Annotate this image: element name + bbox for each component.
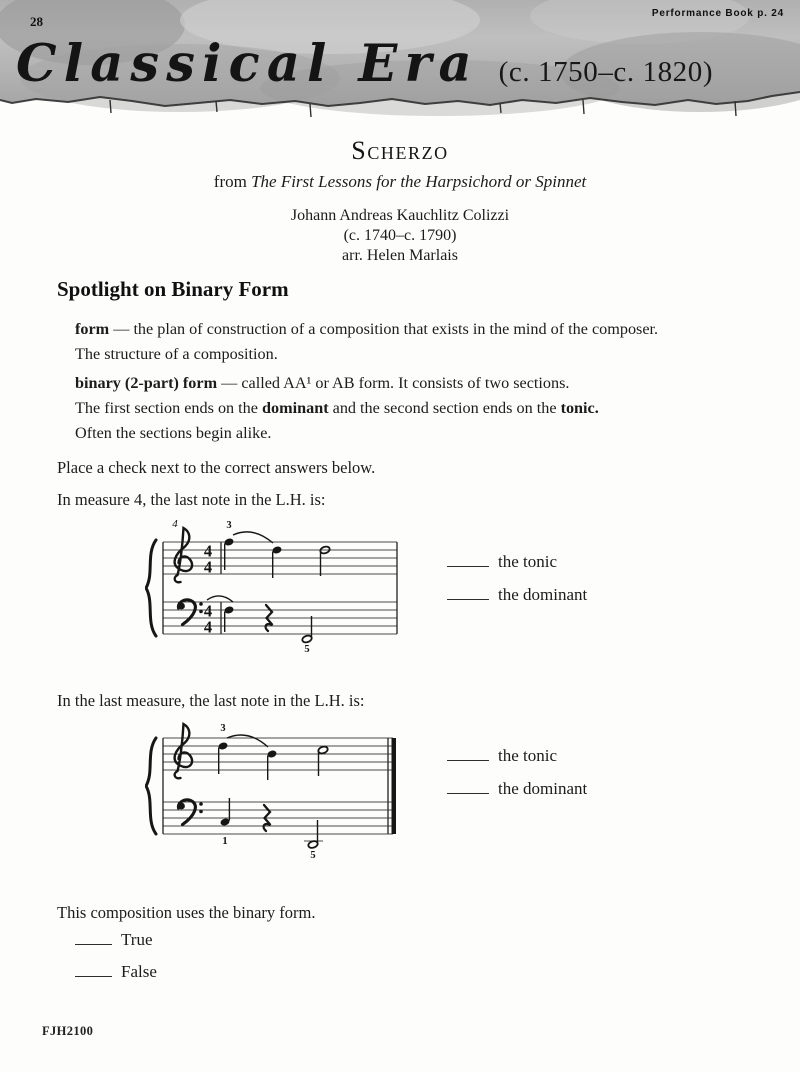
title-block [0, 136, 800, 266]
binary-definition-text: — called AA¹ or AB form. It consists of two sections. [217, 374, 570, 392]
time-signature-top: 4 [203, 541, 213, 561]
music-excerpt-1 [145, 512, 587, 654]
question1-prompt: In measure 4, the last note in the L.H. is: [57, 490, 326, 509]
form-definition-text: — the plan of construction of a composition that exists in the mind of the composer. [109, 320, 659, 338]
treble-staff [163, 738, 393, 770]
brace-icon [146, 540, 156, 636]
lh-quarter-note [224, 605, 235, 632]
question2-prompt: In the last measure, the last note in the L.H. is: [57, 691, 365, 710]
catalog-number: FJH2100 [42, 1024, 94, 1038]
form-definition [75, 317, 745, 367]
answer-label: the tonic [498, 746, 558, 765]
rh-quarter-note-1 [224, 537, 235, 570]
binary-form-definition [75, 371, 745, 446]
music-excerpt-2 [145, 710, 587, 862]
composer-dates: (c. 1740–c. 1790) [343, 227, 457, 244]
page-number: 28 [30, 14, 43, 29]
true-false-statement: This composition uses the binary form. [57, 903, 316, 922]
source-title: The First Lessons for the Harpsichord or Spinnet [251, 172, 587, 191]
answer-option [447, 746, 587, 779]
lh-start-fingering: 1 [222, 836, 228, 847]
binary-line3: Often the sections begin alike. [75, 424, 272, 442]
answer-blank [75, 931, 112, 945]
rh-quarter-note-2 [272, 545, 283, 578]
answer-blank [447, 553, 489, 567]
final-barline-thick [392, 738, 397, 834]
answer-label: the tonic [498, 552, 558, 571]
rh-slur [227, 735, 268, 747]
bass-time-signature-bottom: 4 [203, 617, 213, 637]
era-dates: (c. 1750–c. 1820) [498, 56, 714, 88]
performance-book-reference: Performance Book p. 24 [651, 8, 784, 19]
source-prefix: from [213, 172, 252, 191]
binary-line2c: and the second section ends on the [328, 399, 561, 417]
answer-label: the dominant [498, 779, 588, 798]
era-banner-title [16, 34, 713, 94]
bass-staff [163, 802, 393, 834]
answer-label: the dominant [498, 585, 588, 604]
question1-answers [447, 512, 587, 618]
lh-end-fingering: 5 [310, 850, 316, 861]
rh-fingering: 3 [220, 723, 226, 734]
lh-fingering: 5 [304, 644, 310, 654]
spotlight-heading: Spotlight on Binary Form [57, 277, 289, 301]
true-option [75, 930, 153, 950]
answer-blank [75, 963, 112, 977]
question2-answers [447, 710, 587, 812]
true-label: True [121, 930, 153, 949]
grand-staff-excerpt-2 [145, 710, 405, 862]
grand-staff-excerpt-1 [145, 512, 405, 654]
rh-fingering: 3 [226, 520, 232, 531]
measure-number: 4 [172, 518, 178, 530]
bass-staff [163, 602, 397, 634]
term-dominant: dominant [262, 399, 329, 417]
treble-staff [163, 542, 397, 574]
false-label: False [121, 962, 157, 981]
answer-blank [447, 586, 489, 600]
answer-option [447, 585, 587, 618]
rh-half-note [317, 745, 328, 776]
composer-name: Johann Andreas Kauchlitz Colizzi [290, 207, 510, 224]
worksheet-instruction: Place a check next to the correct answers below. [57, 458, 376, 477]
rh-slur [233, 532, 273, 543]
bass-clef-icon [178, 600, 203, 625]
piece-title: Scherzo [351, 136, 449, 165]
source-line [0, 172, 800, 192]
answer-option [447, 552, 587, 585]
term-binary-form: binary (2-part) form [75, 374, 218, 392]
binary-line2a: The first section ends on the [75, 399, 263, 417]
term-form: form [75, 320, 110, 338]
false-option [75, 962, 157, 982]
bass-clef-icon [178, 800, 203, 825]
answer-option [447, 779, 587, 812]
brace-icon [146, 738, 156, 834]
era-title: Classical Era [16, 34, 479, 94]
rh-quarter-note-2 [267, 749, 278, 780]
answer-blank [447, 747, 489, 761]
arranger-credit: arr. Helen Marlais [342, 247, 458, 264]
term-tonic: tonic. [560, 399, 599, 417]
rh-quarter-note-1 [218, 741, 229, 774]
answer-blank [447, 780, 489, 794]
form-definition-line2: The structure of a composition. [75, 345, 278, 363]
bass-time-signature-top: 4 [203, 601, 213, 621]
time-signature-bottom: 4 [203, 557, 213, 577]
lh-half-note [301, 616, 312, 644]
lh-half-note [304, 820, 323, 849]
